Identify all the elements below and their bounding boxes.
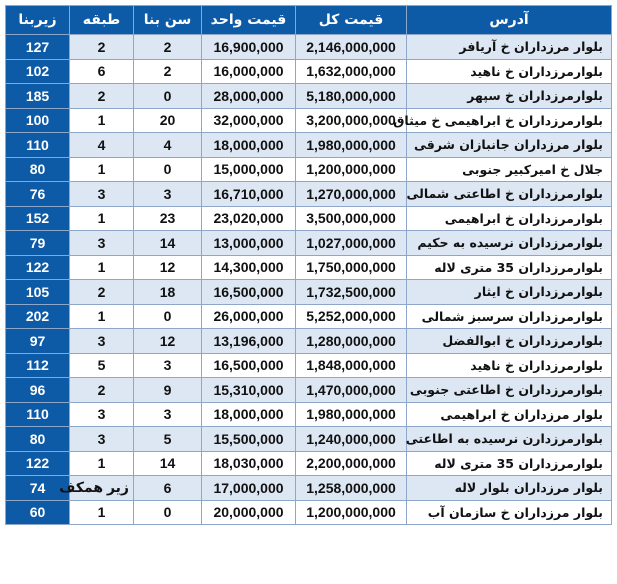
- cell-building-age: 5: [134, 427, 202, 452]
- cell-building-age: 20: [134, 108, 202, 133]
- cell-area: 80: [6, 427, 70, 452]
- cell-building-age: 12: [134, 329, 202, 354]
- cell-building-age: 3: [134, 182, 202, 207]
- cell-total-price: 2,146,000,000: [296, 35, 407, 60]
- table-row: [6, 402, 612, 427]
- cell-address: بلوار مرزداران خ ابراهیمی: [407, 402, 612, 427]
- cell-unit-price: 20,000,000: [202, 500, 296, 525]
- cell-building-age: 3: [134, 402, 202, 427]
- cell-area: 102: [6, 59, 70, 84]
- cell-total-price: 1,240,000,000: [296, 427, 407, 452]
- cell-floor: 2: [70, 378, 134, 403]
- cell-unit-price: 13,000,000: [202, 231, 296, 256]
- cell-area: 122: [6, 451, 70, 476]
- cell-address: بلوارمرزداران خ اطاعتی شمالی: [407, 182, 612, 207]
- table-row: [6, 255, 612, 280]
- cell-unit-price: 16,000,000: [202, 59, 296, 84]
- cell-address: بلوارمرزداران خ اطاعتی جنوبی: [407, 378, 612, 403]
- cell-total-price: 1,027,000,000: [296, 231, 407, 256]
- cell-unit-price: 14,300,000: [202, 255, 296, 280]
- cell-floor: 1: [70, 304, 134, 329]
- table-row: [6, 378, 612, 403]
- cell-address: بلوارمرزداران نرسیده به حکیم: [407, 231, 612, 256]
- cell-area: 97: [6, 329, 70, 354]
- table-row: [6, 133, 612, 158]
- cell-unit-price: 18,000,000: [202, 402, 296, 427]
- table-row: [6, 84, 612, 109]
- cell-building-age: 6: [134, 476, 202, 501]
- cell-floor: 1: [70, 451, 134, 476]
- table-row: [6, 500, 612, 525]
- cell-building-age: 18: [134, 280, 202, 305]
- cell-address: بلوارمرزداران 35 متری لاله: [407, 255, 612, 280]
- cell-floor: 2: [70, 35, 134, 60]
- header-address: آدرس: [407, 6, 612, 35]
- cell-area: 105: [6, 280, 70, 305]
- cell-total-price: 1,258,000,000: [296, 476, 407, 501]
- cell-building-age: 0: [134, 304, 202, 329]
- cell-floor: زیر همکف: [70, 476, 134, 501]
- cell-address: بلوارمرزداران 35 متری لاله: [407, 451, 612, 476]
- cell-area: 96: [6, 378, 70, 403]
- cell-unit-price: 28,000,000: [202, 84, 296, 109]
- property-listing-table: [5, 5, 612, 525]
- listing-table-container: [5, 5, 611, 525]
- cell-total-price: 3,200,000,000: [296, 108, 407, 133]
- cell-building-age: 0: [134, 84, 202, 109]
- table-row: [6, 182, 612, 207]
- cell-building-age: 4: [134, 133, 202, 158]
- cell-address: بلوارمرزداران خ ناهید: [407, 353, 612, 378]
- cell-building-age: 2: [134, 59, 202, 84]
- table-row: [6, 206, 612, 231]
- cell-total-price: 1,732,500,000: [296, 280, 407, 305]
- table-row: [6, 280, 612, 305]
- cell-area: 76: [6, 182, 70, 207]
- cell-floor: 1: [70, 157, 134, 182]
- cell-address: بلوار مرزداران جانبازان شرقی: [407, 133, 612, 158]
- cell-total-price: 3,500,000,000: [296, 206, 407, 231]
- cell-total-price: 1,270,000,000: [296, 182, 407, 207]
- cell-area: 112: [6, 353, 70, 378]
- cell-building-age: 12: [134, 255, 202, 280]
- cell-total-price: 1,280,000,000: [296, 329, 407, 354]
- table-row: [6, 476, 612, 501]
- cell-unit-price: 15,500,000: [202, 427, 296, 452]
- cell-building-age: 2: [134, 35, 202, 60]
- cell-floor: 5: [70, 353, 134, 378]
- cell-address: بلوارمرزداران سرسبز شمالی: [407, 304, 612, 329]
- cell-unit-price: 18,030,000: [202, 451, 296, 476]
- cell-floor: 4: [70, 133, 134, 158]
- header-area: زیربنا: [6, 6, 70, 35]
- header-unit-price: قیمت واحد: [202, 6, 296, 35]
- cell-total-price: 1,632,000,000: [296, 59, 407, 84]
- cell-unit-price: 17,000,000: [202, 476, 296, 501]
- cell-floor: 3: [70, 231, 134, 256]
- cell-area: 152: [6, 206, 70, 231]
- cell-floor: 3: [70, 329, 134, 354]
- table-row: [6, 35, 612, 60]
- cell-area: 122: [6, 255, 70, 280]
- header-floor: طبقه: [70, 6, 134, 35]
- table-row: [6, 59, 612, 84]
- cell-total-price: 1,200,000,000: [296, 500, 407, 525]
- cell-unit-price: 18,000,000: [202, 133, 296, 158]
- cell-unit-price: 15,000,000: [202, 157, 296, 182]
- cell-floor: 6: [70, 59, 134, 84]
- cell-area: 80: [6, 157, 70, 182]
- cell-total-price: 1,200,000,000: [296, 157, 407, 182]
- table-row: [6, 353, 612, 378]
- cell-floor: 1: [70, 255, 134, 280]
- cell-total-price: 5,180,000,000: [296, 84, 407, 109]
- cell-area: 79: [6, 231, 70, 256]
- cell-total-price: 5,252,000,000: [296, 304, 407, 329]
- cell-floor: 2: [70, 84, 134, 109]
- cell-unit-price: 16,500,000: [202, 353, 296, 378]
- cell-area: 100: [6, 108, 70, 133]
- cell-address: بلوار مرزداران بلوار لاله: [407, 476, 612, 501]
- cell-area: 60: [6, 500, 70, 525]
- cell-building-age: 0: [134, 500, 202, 525]
- cell-area: 74: [6, 476, 70, 501]
- cell-address: بلوارمرزداران خ ابراهیمی: [407, 206, 612, 231]
- cell-address: جلال خ امیرکبیر جنوبی: [407, 157, 612, 182]
- cell-address: بلوارمرزداران خ ناهید: [407, 59, 612, 84]
- cell-floor: 1: [70, 108, 134, 133]
- cell-unit-price: 32,000,000: [202, 108, 296, 133]
- cell-unit-price: 23,020,000: [202, 206, 296, 231]
- table-row: [6, 427, 612, 452]
- cell-floor: 2: [70, 280, 134, 305]
- cell-building-age: 9: [134, 378, 202, 403]
- cell-address: بلوارمرزداران خ سپهر: [407, 84, 612, 109]
- cell-unit-price: 15,310,000: [202, 378, 296, 403]
- cell-area: 127: [6, 35, 70, 60]
- cell-address: بلوارمرزداران خ ابوالفضل: [407, 329, 612, 354]
- cell-address: بلوار مرزداران خ آریافر: [407, 35, 612, 60]
- cell-total-price: 2,200,000,000: [296, 451, 407, 476]
- cell-total-price: 1,750,000,000: [296, 255, 407, 280]
- cell-unit-price: 13,196,000: [202, 329, 296, 354]
- table-row: [6, 231, 612, 256]
- cell-total-price: 1,980,000,000: [296, 133, 407, 158]
- cell-building-age: 3: [134, 353, 202, 378]
- cell-building-age: 14: [134, 451, 202, 476]
- cell-unit-price: 16,710,000: [202, 182, 296, 207]
- cell-total-price: 1,470,000,000: [296, 378, 407, 403]
- cell-floor: 1: [70, 206, 134, 231]
- cell-area: 202: [6, 304, 70, 329]
- cell-floor: 3: [70, 182, 134, 207]
- cell-area: 110: [6, 402, 70, 427]
- cell-unit-price: 16,900,000: [202, 35, 296, 60]
- cell-building-age: 14: [134, 231, 202, 256]
- cell-area: 110: [6, 133, 70, 158]
- cell-building-age: 0: [134, 157, 202, 182]
- table-row: [6, 451, 612, 476]
- cell-unit-price: 16,500,000: [202, 280, 296, 305]
- cell-floor: 3: [70, 402, 134, 427]
- cell-area: 185: [6, 84, 70, 109]
- table-row: [6, 157, 612, 182]
- cell-unit-price: 26,000,000: [202, 304, 296, 329]
- cell-address: بلوار مرزداران خ سازمان آب: [407, 500, 612, 525]
- cell-total-price: 1,980,000,000: [296, 402, 407, 427]
- header-total-price: قیمت کل: [296, 6, 407, 35]
- table-header-row: [6, 6, 612, 35]
- cell-floor: 1: [70, 500, 134, 525]
- cell-address: بلوارمرزداران خ ابراهیمی خ میثاق: [407, 108, 612, 133]
- table-row: [6, 108, 612, 133]
- table-row: [6, 329, 612, 354]
- table-row: [6, 304, 612, 329]
- cell-total-price: 1,848,000,000: [296, 353, 407, 378]
- cell-address: بلوارمرزدارن نرسیده به اطاعتی: [407, 427, 612, 452]
- cell-building-age: 23: [134, 206, 202, 231]
- cell-address: بلوارمرزداران خ ایثار: [407, 280, 612, 305]
- cell-floor: 3: [70, 427, 134, 452]
- header-building-age: سن بنا: [134, 6, 202, 35]
